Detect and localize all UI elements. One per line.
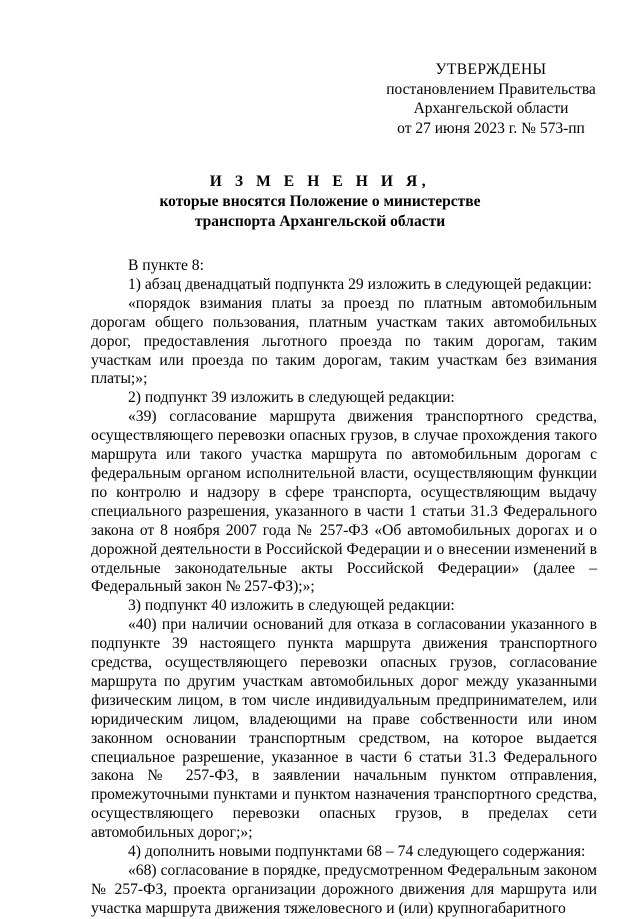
approval-title: УТВЕРЖДЕНЫ	[435, 61, 547, 78]
approval-region-line: Архангельской области	[413, 100, 569, 117]
paragraph-item-4: 4) дополнить новыми подпунктами 68 – 74 следующего содержания:	[128, 843, 586, 861]
paragraph-item-2-text: «39) согласование маршрута движения транспортного средства, осуществляющего перевозки опасных грузов, в случае прохождения такого маршрута или такого участка маршрута по автомобильным дорогам с федеральным органом исполнительной власти, осуществляющим функции по контролю и надзору в сфере транспорта, осуществляющим выдачу специального разрешения, указанного в части 1 статьи 31.3 Федерального закона от 8 ноября 2007 года № 257-ФЗ «Об автомобильных дорогах и о дорожной деятельности в Российской Федерации и о внесении изменений в отдельные законодательные акты Российской Федерации» (далее – Федеральный закон № 257-ФЗ);»;	[91, 408, 597, 596]
heading-subtitle-line2: транспорта Архангельской области	[194, 213, 446, 230]
paragraph-item-3: 3) подпункт 40 изложить в следующей редакции:	[128, 597, 455, 615]
paragraph-item-3-text: «40) при наличии оснований для отказа в согласовании указанного в подпункте 39 настоящего пункта маршрута движения транспортного средства, осуществляющего перевозки опасных грузов, согласование маршрута по другим участкам автомобильных дорог между указанными физическим лицом, в том числе индивидуальным предпринимателем, или юридическим лицом, владеющими на праве собственности или ином законном основании транспортным средством, на которое выдается специальное разрешение, указанное в части 6 статьи 31.3 Федерального закона № 257-ФЗ, в заявлении начальным пунктом отправления, промежуточными пунктами и пунктом назначения транспортного средства, осуществляющего перевозки опасных грузов, в пределах сети автомобильных дорог;»;	[91, 616, 597, 842]
document-heading	[90, 172, 550, 232]
paragraph-item-1: 1) абзац двенадцатый подпункта 29 изложить в следующей редакции:	[128, 275, 592, 293]
heading-subtitle-line1: которые вносятся Положение о министерстве	[159, 193, 481, 210]
approval-decree-line: постановлением Правительства	[386, 80, 596, 98]
heading-title: И З М Е Н Е Н И Я,	[209, 173, 431, 190]
paragraph-item-4-text: «68) согласование в порядке, предусмотренном Федеральным законом № 257-ФЗ, проекта организации дорожного движения для маршрута или участка маршрута движения тяжеловесного и (или) крупногабаритного	[91, 862, 597, 917]
paragraph-intro: В пункте 8:	[128, 257, 204, 274]
document-body	[91, 257, 597, 919]
paragraph-item-1-text: «порядок взимания платы за проезд по платным автомобильным дорогам общего пользования, платным участкам таких автомобильных дорог, предоставления льготного проезда по таким дорогам, таким участкам или проезда по таким дорогам, таким участкам без взимания платы;»;	[91, 294, 597, 388]
paragraph-item-2: 2) подпункт 39 изложить в следующей редакции:	[128, 389, 455, 407]
approval-date-line: от 27 июня 2023 г. № 573-пп	[397, 119, 585, 137]
approval-stamp	[382, 60, 600, 138]
